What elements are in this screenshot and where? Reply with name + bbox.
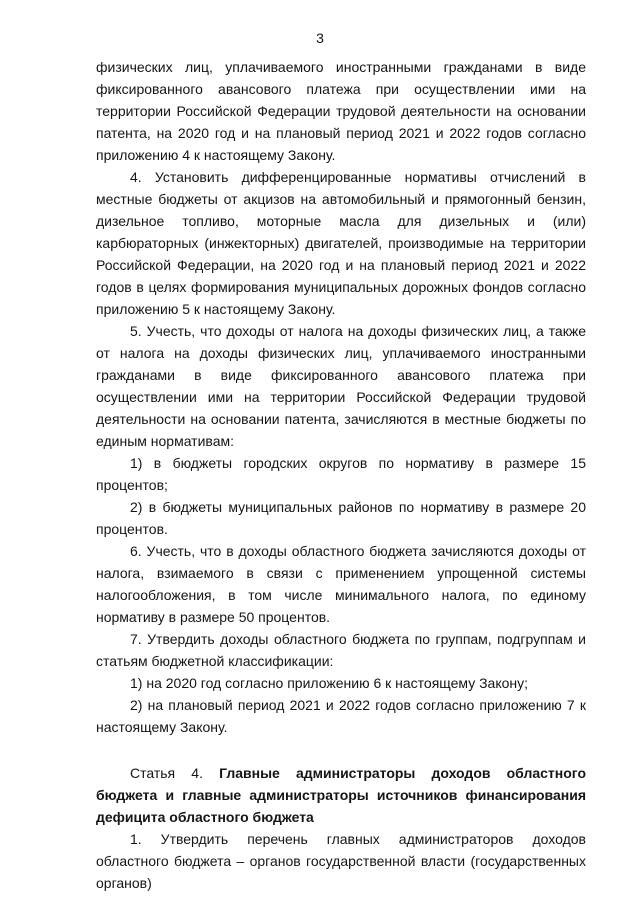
paragraph-item-4: 4. Установить дифференцированные нормативы отчислений в местные бюджеты от акцизов на автомобильный и прямогонный бензин, дизельное топливо, моторные масла для дизельных и (или) карбюраторных (инжекторных) двигателей, производимые на территории Российской Федерации, на 2020 год и на плановый период 2021 и 2022 годов в целях формирования муниципальных дорожных фондов согласно приложению 5 к настоящему Закону. <box>96 169 586 317</box>
article-title: Главные администраторы доходов областного бюджета и главные администраторы источников финансирования дефицита областного бюджета <box>96 765 586 825</box>
article-heading <box>96 762 586 828</box>
paragraph-continuation: физических лиц, уплачиваемого иностранными гражданами в виде фиксированного авансового платежа при осуществлении ими на территории Российской Федерации трудовой деятельности на основании патента, на 2020 год и на плановый период 2021 и 2022 годов согласно приложению 4 к настоящему Закону. <box>96 59 586 163</box>
document-body <box>96 56 586 894</box>
paragraph-item-6: 6. Учесть, что в доходы областного бюджета зачисляются доходы от налога, взимаемого в связи с применением упрощенной системы налогообложения, в том числе минимального налога, по единому нормативу в размере 50 процентов. <box>96 543 586 625</box>
paragraph-item-5: 5. Учесть, что доходы от налога на доходы физических лиц, а также от налога на доходы физических лиц, уплачиваемого иностранными гражданами в виде фиксированного авансового платежа при осуществлении ими на территории Российской Федерации трудовой деятельности на основании патента, зачисляются в местные бюджеты по единым нормативам: <box>96 323 586 449</box>
page-number: 3 <box>316 30 324 46</box>
subitem-7-1: 1) на 2020 год согласно приложению 6 к настоящему Закону; <box>130 675 529 691</box>
subitem-5-2: 2) в бюджеты муниципальных районов по нормативу в размере 20 процентов. <box>96 499 586 537</box>
subitem-7-2: 2) на плановый период 2021 и 2022 годов согласно приложению 7 к настоящему Закону. <box>96 697 586 735</box>
article-paragraph-1: 1. Утвердить перечень главных администраторов доходов областного бюджета – органов государственной власти (государственных органов) <box>96 831 586 891</box>
subitem-5-1: 1) в бюджеты городских округов по нормативу в размере 15 процентов; <box>96 455 586 493</box>
article-4 <box>96 762 586 894</box>
article-label: Статья 4. <box>130 765 203 781</box>
paragraph-item-7: 7. Утвердить доходы областного бюджета по группам, подгруппам и статьям бюджетной классификации: <box>96 631 586 669</box>
